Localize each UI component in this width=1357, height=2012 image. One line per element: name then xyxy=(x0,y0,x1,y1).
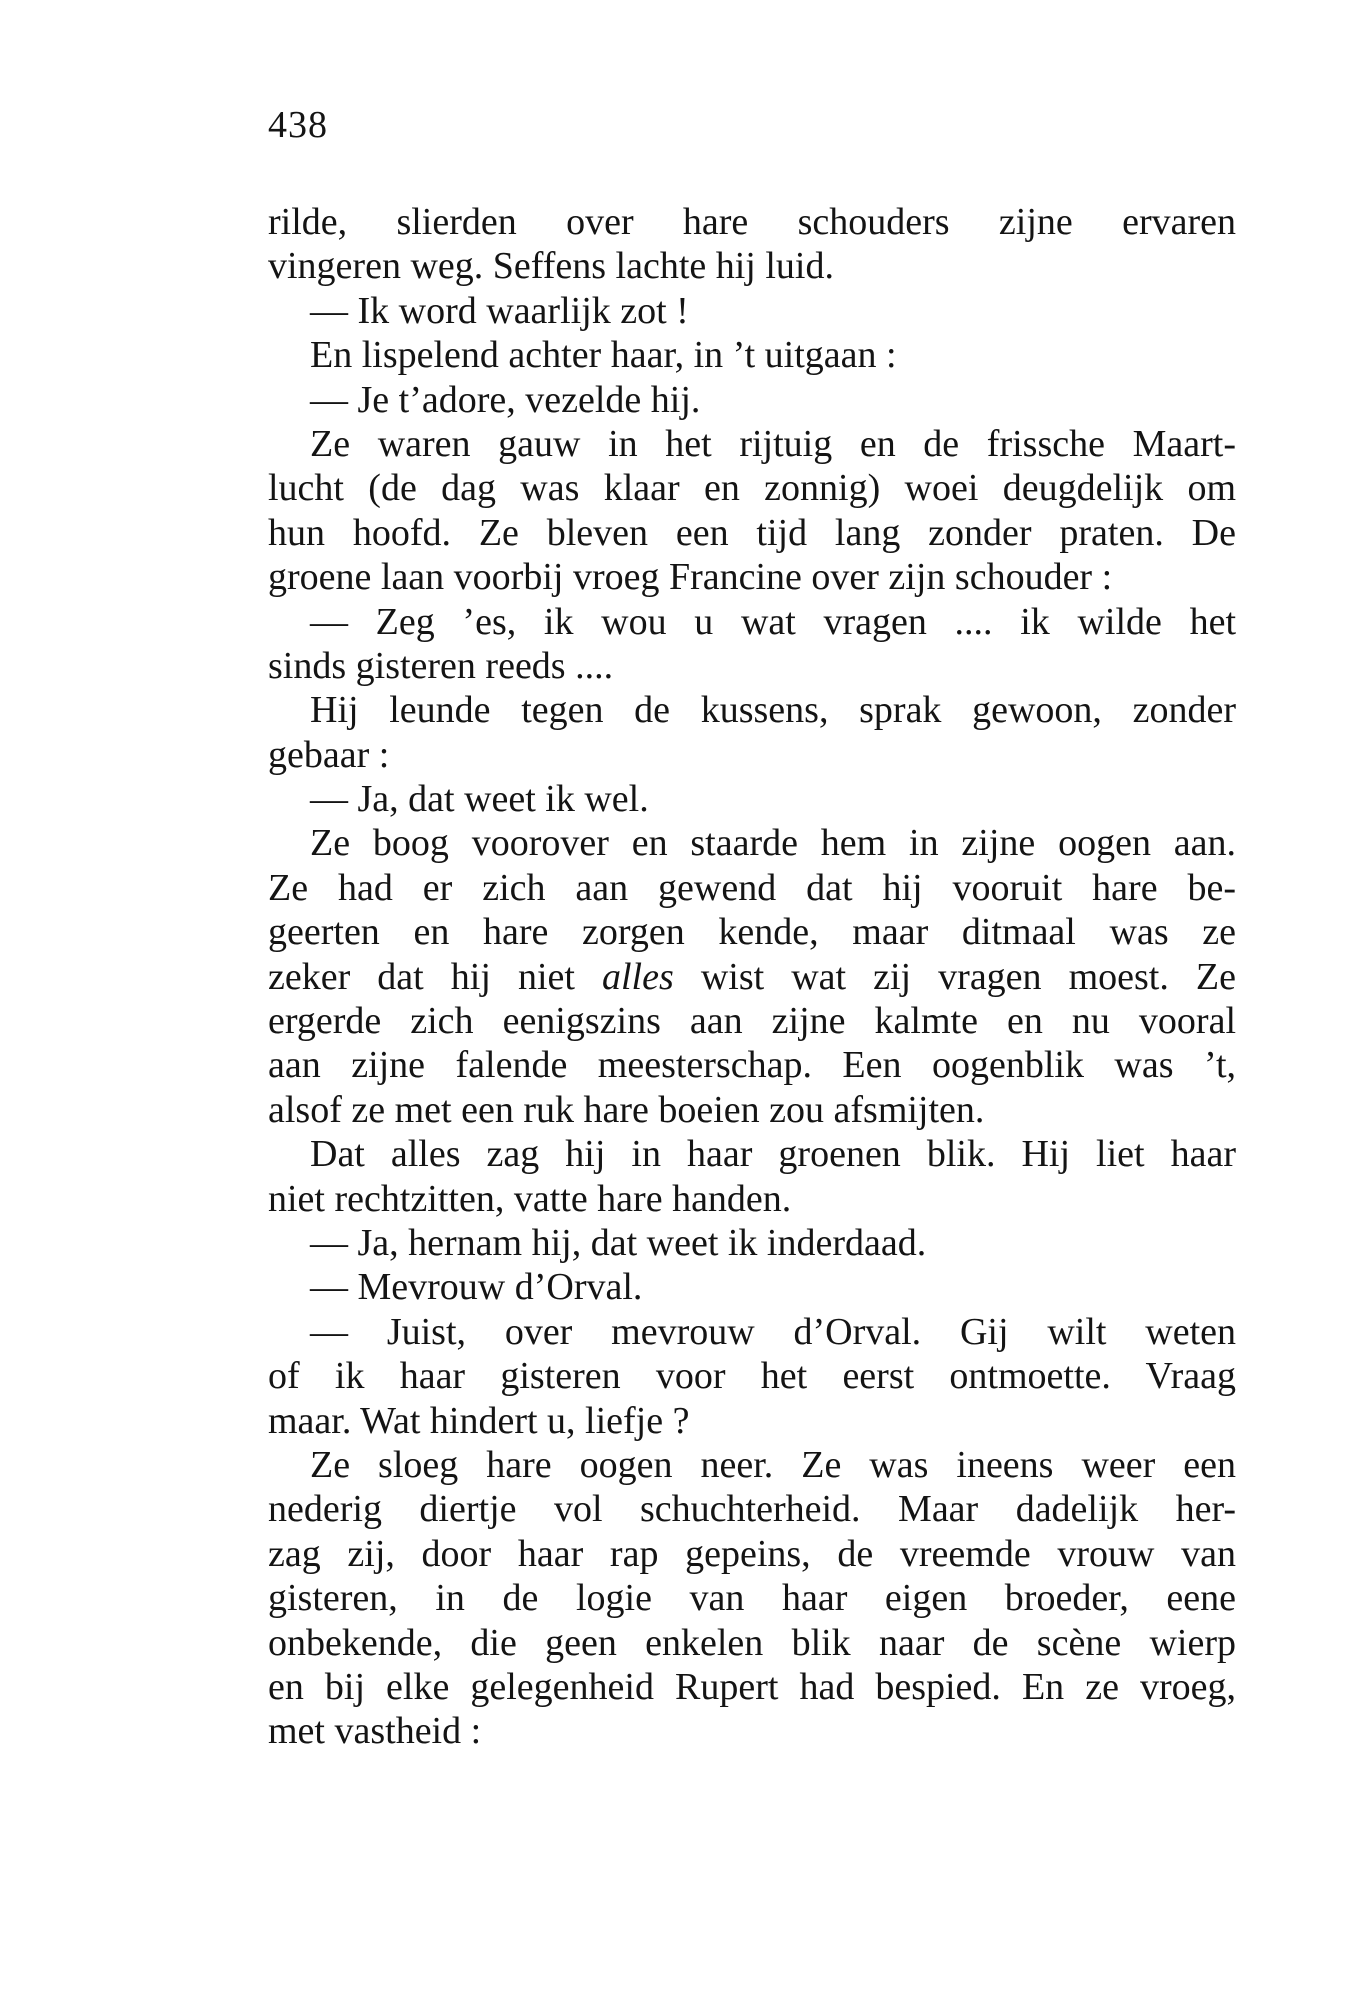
text-line: — Juist, over mevrouw d’Orval. Gij wilt weten xyxy=(310,1310,1236,1353)
text-line xyxy=(268,955,1236,999)
text-segment: zeker dat hij niet xyxy=(268,955,602,998)
text-line: alsof ze met een ruk hare boeien zou afsmijten. xyxy=(268,1088,985,1131)
text-line: — Je t’adore, vezelde hij. xyxy=(310,378,701,421)
text-line: zag zij, door haar rap gepeins, de vreemde vrouw van xyxy=(268,1532,1236,1575)
text-line: maar. Wat hindert u, liefje ? xyxy=(268,1399,690,1442)
text-line: onbekende, die geen enkelen blik naar de scène wierp xyxy=(268,1621,1236,1664)
text-line: — Mevrouw d’Orval. xyxy=(310,1266,643,1309)
text-line: — Ja, dat weet ik wel. xyxy=(310,778,649,821)
text-line: Ze sloeg hare oogen neer. Ze was ineens weer een xyxy=(310,1443,1236,1486)
text-line: Dat alles zag hij in haar groenen blik. Hij liet haar xyxy=(310,1133,1236,1176)
text-line: aan zijne falende meesterschap. Een oogenblik was ’t, xyxy=(268,1044,1236,1087)
text-line: Ze boog voorover en staarde hem in zijne oogen aan. xyxy=(310,822,1236,865)
page-number: 438 xyxy=(268,104,328,146)
text-line: Hij leunde tegen de kussens, sprak gewoon, zonder xyxy=(310,689,1236,732)
text-line: Ze had er zich aan gewend dat hij vooruit hare be- xyxy=(268,866,1236,909)
text-line: vingeren weg. Seffens lachte hij luid. xyxy=(268,245,834,288)
text-line: Ze waren gauw in het rijtuig en de frissche Maart- xyxy=(310,422,1236,465)
text-line: geerten en hare zorgen kende, maar ditmaal was ze xyxy=(268,911,1236,954)
text-line: niet rechtzitten, vatte hare handen. xyxy=(268,1177,792,1220)
text-line: — Ik word waarlijk zot ! xyxy=(310,289,689,332)
text-line: — Ja, hernam hij, dat weet ik inderdaad. xyxy=(310,1221,927,1264)
text-line: groene laan voorbij vroeg Francine over zijn schouder : xyxy=(268,556,1113,599)
text-line: gisteren, in de logie van haar eigen broeder, eene xyxy=(268,1577,1236,1620)
text-line: lucht (de dag was klaar en zonnig) woei deugdelijk om xyxy=(268,467,1236,510)
text-line: nederig diertje vol schuchterheid. Maar dadelijk her- xyxy=(268,1488,1236,1531)
body-text xyxy=(268,200,1236,1754)
text-line: ergerde zich eenigszins aan zijne kalmte en nu vooral xyxy=(268,1000,1236,1043)
text-line: of ik haar gisteren voor het eerst ontmoette. Vraag xyxy=(268,1355,1236,1398)
text-line: gebaar : xyxy=(268,733,390,776)
text-line: — Zeg ’es, ik wou u wat vragen .... ik wilde het xyxy=(310,600,1236,643)
text-line: En lispelend achter haar, in ’t uitgaan : xyxy=(310,334,897,377)
text-line: met vastheid : xyxy=(268,1710,482,1753)
text-line: en bij elke gelegenheid Rupert had bespied. En ze vroeg, xyxy=(268,1665,1236,1708)
emphasis-word: alles xyxy=(601,955,674,998)
text-segment: wist wat zij vragen moest. Ze xyxy=(673,955,1236,998)
text-line: hun hoofd. Ze bleven een tijd lang zonder praten. De xyxy=(268,511,1236,554)
text-line: sinds gisteren reeds .... xyxy=(268,644,614,687)
text-line: rilde, slierden over hare schouders zijne ervaren xyxy=(268,201,1236,243)
